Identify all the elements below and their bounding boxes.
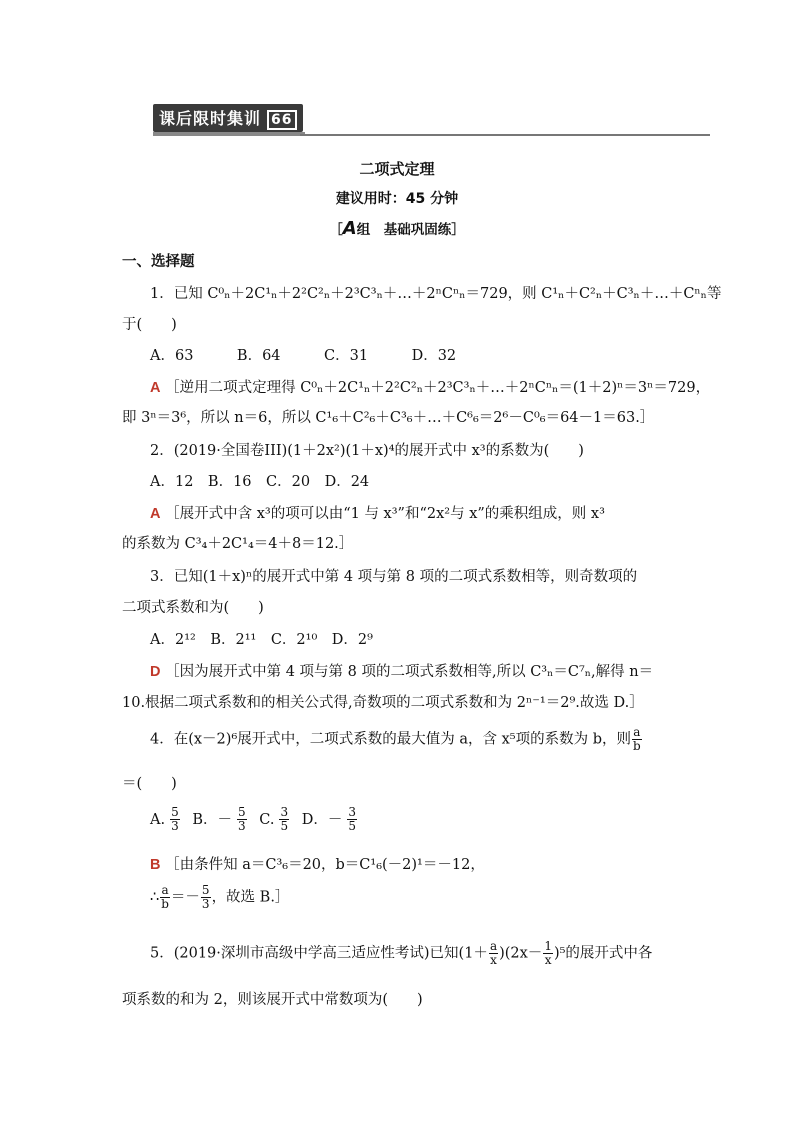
section-header-tag	[153, 104, 303, 132]
q3-answer-text: ［因为展开式中第 4 项与第 8 项的二项式系数相等,所以 C³ₙ＝C⁷ₙ,解得 n＝	[165, 664, 654, 680]
q5-frac2-num: 1	[544, 939, 552, 953]
q4-answer-fraction-2	[201, 884, 211, 911]
q4-option-c-label: C.	[259, 811, 275, 828]
header-tag-number: 66	[267, 110, 296, 130]
page-title: 二项式定理	[359, 160, 435, 178]
q3-answer-letter: D	[150, 664, 161, 680]
q5-stem-mid: )(2x－	[499, 945, 543, 962]
q5-stem-line1	[150, 940, 652, 967]
q4-options	[150, 806, 365, 833]
q3-answer-line2: 10.根据二项式系数和的相关公式得,奇数项的二项式系数和为 2ⁿ⁻¹＝2⁹.故选 D.］	[122, 695, 644, 711]
q3-stem-line1: 3．已知(1＋x)ⁿ的展开式中第 4 项与第 8 项的二项式系数相等，则奇数项的	[150, 569, 638, 585]
q4-answer-line2	[150, 884, 289, 911]
q4-opt-d-den: 5	[348, 819, 356, 833]
q2-answer-line1	[150, 502, 605, 523]
q3-options: A．2¹² B．2¹¹ C．2¹⁰ D．2⁹	[150, 632, 373, 648]
q5-stem-post: )⁵的展开式中各	[553, 945, 653, 962]
section-heading: 一、选择题	[122, 254, 195, 270]
q4-answer-letter: B	[150, 857, 161, 873]
q4-option-a-label: A.	[150, 811, 166, 828]
q5-fraction-1	[489, 940, 498, 967]
group-bracket-close: ］	[451, 222, 465, 238]
q1-stem-line1: 1．已知 C⁰ₙ＋2C¹ₙ＋2²C²ₙ＋2³C³ₙ＋…＋2ⁿCⁿₙ＝729，则 C¹ₙ＋C²ₙ＋C³ₙ＋…＋Cⁿₙ等	[150, 286, 722, 302]
q4-opt-b-den: 3	[238, 819, 246, 833]
suggested-time: 建议用时：45 分钟	[335, 191, 459, 207]
group-letter: A	[342, 218, 357, 239]
q5-stem-pre: 5．(2019·深圳市高级中学高三适应性考试)已知(1＋	[150, 945, 488, 962]
q5-frac1-num: a	[489, 939, 498, 953]
q1-answer-line1	[150, 376, 710, 397]
q2-answer-line2: 的系数为 C³₄＋2C¹₄＝4＋8＝12.］	[122, 536, 354, 552]
q5-frac1-den: x	[490, 953, 497, 967]
q1-answer-text: ［逆用二项式定理得 C⁰ₙ＋2C¹ₙ＋2²C²ₙ＋2³C³ₙ＋…＋2ⁿCⁿₙ＝(1＋2)ⁿ＝3ⁿ＝729，	[165, 380, 711, 396]
q3-answer-line1	[150, 660, 653, 681]
q4-fraction-a-over-b	[632, 726, 642, 753]
q4-answer-line1	[150, 853, 485, 874]
q1-answer-line2: 即 3ⁿ＝3⁶，所以 n＝6，所以 C¹₆＋C²₆＋C³₆＋…＋C⁶₆＝2⁶－C⁰₆＝64－1＝63.］	[122, 410, 655, 426]
q4-option-b-label: B．－	[192, 811, 232, 828]
header-rule	[300, 134, 710, 136]
q4-frac-denominator: b	[633, 739, 641, 753]
q3-stem-line2: 二项式系数和为( )	[122, 600, 264, 616]
q4-option-c-fraction	[279, 806, 293, 833]
q4-ans-frac2-num: 5	[201, 883, 210, 897]
q4-answer-equals: ＝－	[170, 889, 200, 906]
q4-ans-frac2-den: 3	[201, 897, 210, 911]
header-tag-text: 课后限时集训	[159, 109, 262, 128]
q4-ans-frac1-den: b	[161, 897, 169, 911]
q4-option-b-fraction	[237, 806, 251, 833]
q4-therefore-symbol: ∴	[150, 889, 160, 906]
q4-frac-numerator: a	[633, 725, 641, 739]
group-bracket-open: ［	[329, 222, 343, 238]
q5-stem-line2: 项系数的和为 2，则该展开式中常数项为( )	[122, 992, 423, 1008]
q5-frac2-den: x	[544, 953, 552, 967]
q1-stem-line2: 于( )	[122, 317, 177, 333]
q1-options: A．63 B．64 C．31 D．32	[150, 348, 457, 364]
q4-opt-c-den: 5	[280, 819, 289, 833]
q4-opt-b-num: 5	[238, 805, 246, 819]
q4-stem-text: 4．在(x－2)⁶展开式中，二项式系数的最大值为 a，含 x⁵项的系数为 b，则	[150, 731, 631, 748]
q2-stem-line1: 2．(2019·全国卷III)(1＋2x²)(1＋x)⁴的展开式中 x³的系数为( )	[150, 443, 584, 459]
group-label-text: 组 基础巩固练	[356, 222, 452, 238]
header-tag-label	[153, 104, 303, 132]
q2-options: A．12 B．16 C．20 D．24	[150, 474, 370, 490]
group-label	[0, 218, 794, 239]
q1-answer-letter: A	[150, 380, 161, 396]
q4-answer-tail: ，故选 B.］	[211, 889, 290, 906]
q2-answer-text: ［展开式中含 x³的项可以由“1 与 x³”和“2x²与 x”的乘积组成，则 x³	[165, 506, 605, 522]
q4-opt-c-num: 3	[280, 805, 289, 819]
q4-ans-frac1-num: a	[161, 883, 169, 897]
q5-fraction-2	[543, 940, 553, 967]
q4-option-d-label: D．－	[301, 811, 343, 828]
header-underline-shadow	[153, 132, 305, 136]
q4-answer-fraction-1	[160, 884, 170, 911]
q4-option-a-fraction	[170, 806, 184, 833]
q4-opt-a-den: 3	[171, 819, 179, 833]
q4-stem-line1	[150, 726, 643, 753]
q4-stem-line2: ＝( )	[122, 776, 177, 792]
q4-opt-d-num: 3	[348, 805, 356, 819]
q2-answer-letter: A	[150, 506, 161, 522]
q4-answer-text: ［由条件知 a＝C³₆＝20，b＝C¹₆(－2)¹＝－12，	[165, 857, 485, 873]
q4-opt-a-num: 5	[171, 805, 179, 819]
q4-option-d-fraction	[347, 806, 361, 833]
